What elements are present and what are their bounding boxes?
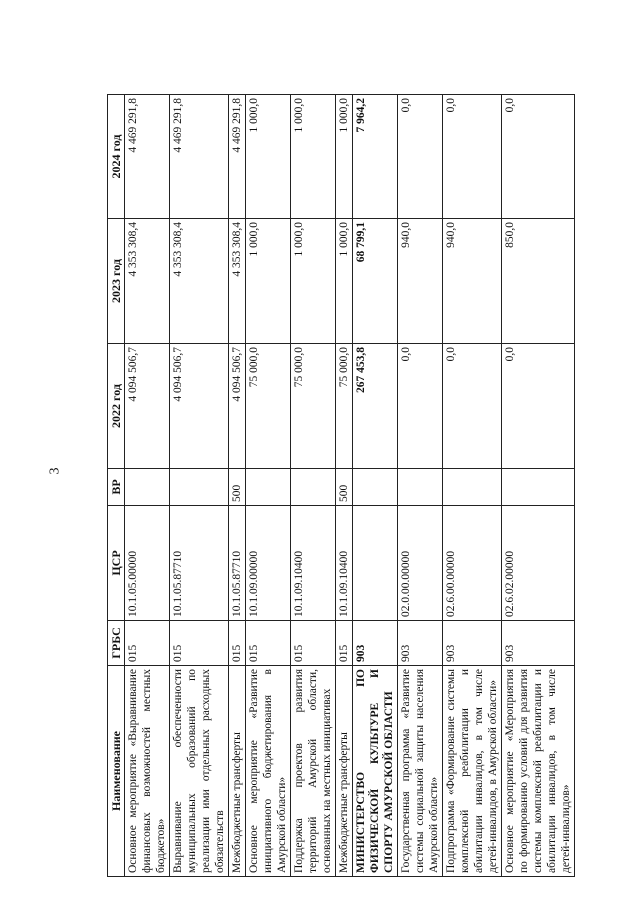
cell-vr: 500 [229,469,246,506]
cell-csr: 10.1.09.10400 [291,506,336,621]
table-header-row [108,95,125,877]
cell-2024: 4 469 291,8 [229,95,246,219]
cell-grbs: 903 [502,621,575,666]
header-2023: 2023 год [108,219,125,344]
cell-2024: 1 000,0 [336,95,353,219]
cell-csr: 02.6.00.00000 [443,506,502,621]
cell-name: Выравнивание обеспеченности муниципальных образований по реализации ими отдельных расходных обязательств [170,666,229,877]
cell-vr [398,469,443,506]
cell-2024: 0,0 [502,95,575,219]
cell-2023: 1 000,0 [291,219,336,344]
cell-vr: 500 [336,469,353,506]
cell-grbs: 015 [246,621,291,666]
cell-name: Основное мероприятие «Выравнивание финансовых возможностей местных бюджетов» [125,666,170,877]
cell-2022: 0,0 [443,344,502,469]
cell-grbs: 015 [229,621,246,666]
table-row [443,95,502,877]
cell-2023: 1 000,0 [336,219,353,344]
cell-csr: 10.1.05.87710 [229,506,246,621]
cell-2022: 75 000,0 [291,344,336,469]
header-csr: ЦСР [108,506,125,621]
cell-name: Подпрограмма «Формирование системы комплексной реабилитации и абилитации инвалидов, в том числе детей-инвалидов, в Амурской области» [443,666,502,877]
cell-2023: 4 353 308,4 [170,219,229,344]
cell-csr [353,506,398,621]
cell-2023: 4 353 308,4 [125,219,170,344]
cell-vr [246,469,291,506]
cell-2023: 4 353 308,4 [229,219,246,344]
cell-2022: 4 094 506,7 [170,344,229,469]
table-row [125,95,170,877]
cell-grbs: 903 [398,621,443,666]
cell-name: Основное мероприятие «Мероприятия по формированию условий для развития системы комплексной реабилитации и абилитации инвалидов, в том числе детей-инвалидов» [502,666,575,877]
cell-2022: 75 000,0 [246,344,291,469]
cell-vr [291,469,336,506]
cell-grbs: 903 [443,621,502,666]
cell-vr [502,469,575,506]
header-2022: 2022 год [108,344,125,469]
cell-name: Основное мероприятие «Развитие инициативного бюджетирования в Амурской области» [246,666,291,877]
table-row [398,95,443,877]
cell-2024: 1 000,0 [291,95,336,219]
cell-csr: 02.0.00.00000 [398,506,443,621]
cell-grbs: 903 [353,621,398,666]
budget-table [107,94,575,877]
budget-table-wrapper [107,95,572,877]
table-row [353,95,398,877]
cell-2022: 0,0 [398,344,443,469]
cell-2023: 850,0 [502,219,575,344]
cell-2022: 4 094 506,7 [229,344,246,469]
table-row [502,95,575,877]
cell-name: Межбюджетные трансферты [229,666,246,877]
cell-grbs: 015 [336,621,353,666]
cell-name: МИНИСТЕРСТВО ПО ФИЗИЧЕСКОЙ КУЛЬТУРЕ И СПОРТУ АМУРСКОЙ ОБЛАСТИ [353,666,398,877]
page-number: 3 [47,467,63,475]
table-row [170,95,229,877]
table-row [229,95,246,877]
cell-name: Межбюджетные трансферты [336,666,353,877]
cell-2024: 4 469 291,8 [125,95,170,219]
cell-2024: 1 000,0 [246,95,291,219]
table-body [125,95,575,877]
cell-csr: 02.6.02.00000 [502,506,575,621]
cell-vr [443,469,502,506]
cell-2023: 68 799,1 [353,219,398,344]
cell-2023: 940,0 [398,219,443,344]
header-2024: 2024 год [108,95,125,219]
cell-2024: 0,0 [398,95,443,219]
cell-2022: 75 000,0 [336,344,353,469]
cell-vr [353,469,398,506]
header-name: Наименование [108,666,125,877]
cell-csr: 10.1.05.00000 [125,506,170,621]
cell-name: Поддержка проектов развития территорий Амурской области, основанных на местных инициативах [291,666,336,877]
cell-2022: 267 453,8 [353,344,398,469]
cell-name: Государственная программа «Развитие системы социальной защиты населения Амурской области» [398,666,443,877]
cell-vr [170,469,229,506]
cell-csr: 10.1.05.87710 [170,506,229,621]
header-grbs: ГРБС [108,621,125,666]
cell-csr: 10.1.09.10400 [336,506,353,621]
cell-2023: 1 000,0 [246,219,291,344]
cell-2022: 0,0 [502,344,575,469]
cell-2022: 4 094 506,7 [125,344,170,469]
cell-2024: 0,0 [443,95,502,219]
table-row [336,95,353,877]
cell-grbs: 015 [170,621,229,666]
cell-grbs: 015 [291,621,336,666]
cell-grbs: 015 [125,621,170,666]
cell-2024: 7 964,2 [353,95,398,219]
table-row [246,95,291,877]
cell-2024: 4 469 291,8 [170,95,229,219]
table-row [291,95,336,877]
cell-2023: 940,0 [443,219,502,344]
cell-csr: 10.1.09.00000 [246,506,291,621]
header-vr: ВР [108,469,125,506]
cell-vr [125,469,170,506]
